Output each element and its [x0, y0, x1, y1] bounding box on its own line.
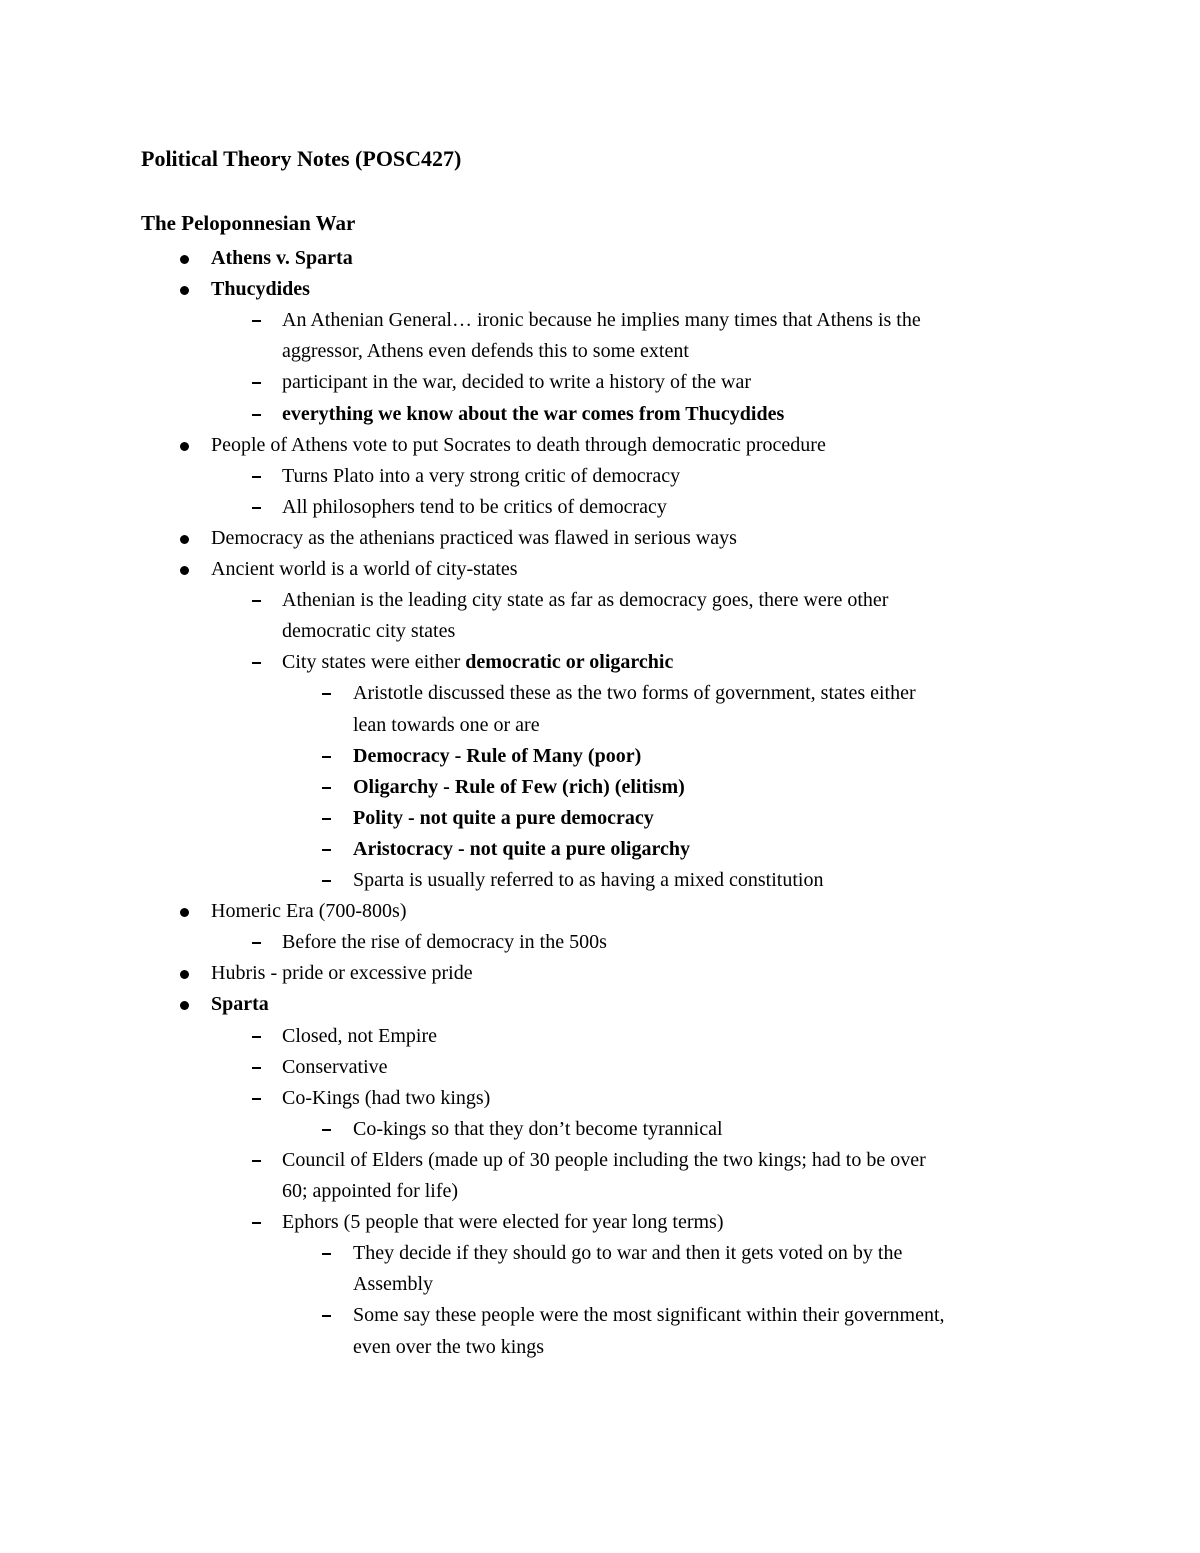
list-item-text [353, 1300, 945, 1331]
list-item-text [211, 989, 269, 1020]
text-segment: Aristotle discussed these as the two forms of government, states either [353, 682, 916, 704]
list-item-text [211, 896, 407, 927]
bullet-dot-icon [180, 442, 189, 451]
text-segment: Co-kings so that they don’t become tyrannical [353, 1118, 723, 1140]
list-item [353, 834, 690, 865]
text-segment: aggressor, Athens even defends this to some extent [282, 340, 689, 362]
list-item [211, 243, 353, 274]
dash-bullet-icon [252, 382, 261, 384]
list-item-text [282, 1021, 437, 1052]
dash-bullet-icon [252, 1098, 261, 1100]
list-item-text [353, 741, 641, 772]
bold-text-segment: Oligarchy - Rule of Few (rich) (elitism) [353, 776, 685, 798]
bullet-dot-icon [180, 908, 189, 917]
dash-bullet-icon [252, 1036, 261, 1038]
list-item [353, 865, 823, 896]
list-item [282, 1021, 437, 1052]
list-item-text [282, 1207, 723, 1238]
text-segment: Homeric Era (700-800s) [211, 900, 407, 922]
bullet-dot-icon [180, 1001, 189, 1010]
list-item-text [282, 461, 680, 492]
list-item-text [353, 865, 823, 896]
list-item-continuation [282, 1176, 458, 1207]
list-item-text [211, 274, 310, 305]
text-segment: They decide if they should go to war and then it gets voted on by the [353, 1242, 903, 1264]
list-item-text [353, 834, 690, 865]
list-item-text [282, 585, 888, 616]
dash-bullet-icon [322, 1253, 331, 1255]
text-segment: Closed, not Empire [282, 1025, 437, 1047]
list-item-text [282, 367, 751, 398]
list-item-continuation [282, 336, 689, 367]
list-item-text [282, 1052, 388, 1083]
list-item-text [353, 710, 540, 741]
bullet-dot-icon [180, 970, 189, 979]
list-item-text [282, 647, 673, 678]
list-item-text [211, 523, 737, 554]
list-item [282, 1145, 926, 1176]
bold-text-segment: everything we know about the war comes from Thucydides [282, 403, 785, 425]
dash-bullet-icon [252, 320, 261, 322]
list-item-text [282, 1083, 490, 1114]
list-item-continuation [282, 616, 455, 647]
list-item [211, 554, 518, 585]
list-item-text [211, 243, 353, 274]
list-item [211, 523, 737, 554]
list-item-text [282, 399, 784, 430]
list-item [282, 1207, 723, 1238]
list-item-text [282, 927, 607, 958]
bold-text-segment: Thucydides [211, 278, 310, 300]
list-item-text [282, 1145, 926, 1176]
text-segment: democratic city states [282, 620, 456, 642]
dash-bullet-icon [252, 414, 261, 416]
list-item-text [282, 616, 455, 647]
text-segment: Athenian is the leading city state as far as democracy goes, there were other [282, 589, 889, 611]
text-segment: participant in the war, decided to write a history of the war [282, 371, 752, 393]
text-segment: even over the two kings [353, 1336, 545, 1358]
list-item [353, 1114, 723, 1145]
bullet-dot-icon [180, 255, 189, 264]
dash-bullet-icon [252, 476, 261, 478]
text-segment: City states were either [282, 651, 466, 673]
text-segment: Council of Elders (made up of 30 people including the two kings; had to be over [282, 1149, 926, 1171]
text-segment: Ephors (5 people that were elected for year long terms) [282, 1211, 724, 1233]
list-item-text [282, 305, 921, 336]
list-item [353, 678, 916, 709]
list-item [211, 896, 407, 927]
list-item [282, 585, 888, 616]
list-item-continuation [353, 710, 540, 741]
list-item [282, 492, 667, 523]
list-item-text [211, 430, 826, 461]
dash-bullet-icon [252, 942, 261, 944]
list-item-text [353, 1332, 544, 1363]
text-segment: People of Athens vote to put Socrates to death through democratic procedure [211, 434, 826, 456]
text-segment: Democracy as the athenians practiced was flawed in serious ways [211, 527, 737, 549]
bullet-dot-icon [180, 535, 189, 544]
section-heading: The Peloponnesian War [141, 211, 356, 235]
text-segment: Turns Plato into a very strong critic of democracy [282, 465, 681, 487]
dash-bullet-icon [322, 849, 331, 851]
dash-bullet-icon [252, 507, 261, 509]
bold-text-segment: Polity - not quite a pure democracy [353, 807, 654, 829]
dash-bullet-icon [322, 756, 331, 758]
text-segment: Some say these people were the most significant within their government, [353, 1304, 945, 1326]
list-item [282, 1052, 388, 1083]
document-title: Political Theory Notes (POSC427) [141, 146, 462, 171]
list-item [211, 989, 269, 1020]
text-segment: All philosophers tend to be critics of democracy [282, 496, 667, 518]
bold-text-segment: democratic or oligarchic [465, 651, 674, 673]
list-item [353, 803, 654, 834]
list-item-text [353, 1114, 723, 1145]
text-segment: An Athenian General… ironic because he implies many times that Athens is the [282, 309, 921, 331]
list-item-continuation [353, 1269, 433, 1300]
text-segment: Before the rise of democracy in the 500s [282, 931, 607, 953]
list-item-text [211, 554, 518, 585]
list-item [353, 741, 641, 772]
list-item [282, 461, 680, 492]
dash-bullet-icon [252, 1067, 261, 1069]
list-item [353, 1300, 945, 1331]
list-item-text [353, 803, 654, 834]
list-item [282, 367, 751, 398]
list-item [282, 927, 607, 958]
list-item [211, 430, 826, 461]
text-segment: Ancient world is a world of city-states [211, 558, 518, 580]
dash-bullet-icon [322, 693, 331, 695]
bold-text-segment: Aristocracy - not quite a pure oligarchy [353, 838, 691, 860]
dash-bullet-icon [322, 1129, 331, 1131]
list-item [282, 1083, 490, 1114]
list-item-text [282, 492, 667, 523]
list-item [353, 1238, 902, 1269]
list-item [282, 305, 921, 336]
list-item [211, 274, 310, 305]
text-segment: Sparta is usually referred to as having a mixed constitution [353, 869, 824, 891]
dash-bullet-icon [252, 1222, 261, 1224]
list-item-text [353, 772, 685, 803]
text-segment: 60; appointed for life) [282, 1180, 459, 1202]
list-item-text [353, 1238, 902, 1269]
list-item-text [211, 958, 473, 989]
text-segment: Co-Kings (had two kings) [282, 1087, 491, 1109]
bold-text-segment: Democracy - Rule of Many (poor) [353, 745, 642, 767]
list-item-text [282, 336, 689, 367]
list-item [353, 772, 685, 803]
list-item [282, 399, 784, 430]
bullet-dot-icon [180, 566, 189, 575]
list-item-text [353, 1269, 433, 1300]
text-segment: lean towards one or are [353, 714, 540, 736]
dash-bullet-icon [322, 787, 331, 789]
bold-text-segment: Athens v. Sparta [211, 247, 353, 269]
list-item [282, 647, 673, 678]
text-segment: Hubris - pride or excessive pride [211, 962, 473, 984]
list-item-continuation [353, 1332, 544, 1363]
dash-bullet-icon [322, 1315, 331, 1317]
bullet-dot-icon [180, 286, 189, 295]
bold-text-segment: Sparta [211, 993, 269, 1015]
text-segment: Conservative [282, 1056, 388, 1078]
dash-bullet-icon [322, 818, 331, 820]
dash-bullet-icon [252, 1160, 261, 1162]
dash-bullet-icon [322, 880, 331, 882]
text-segment: Assembly [353, 1273, 433, 1295]
list-item-text [353, 678, 916, 709]
dash-bullet-icon [252, 662, 261, 664]
dash-bullet-icon [252, 600, 261, 602]
list-item-text [282, 1176, 458, 1207]
list-item [211, 958, 473, 989]
